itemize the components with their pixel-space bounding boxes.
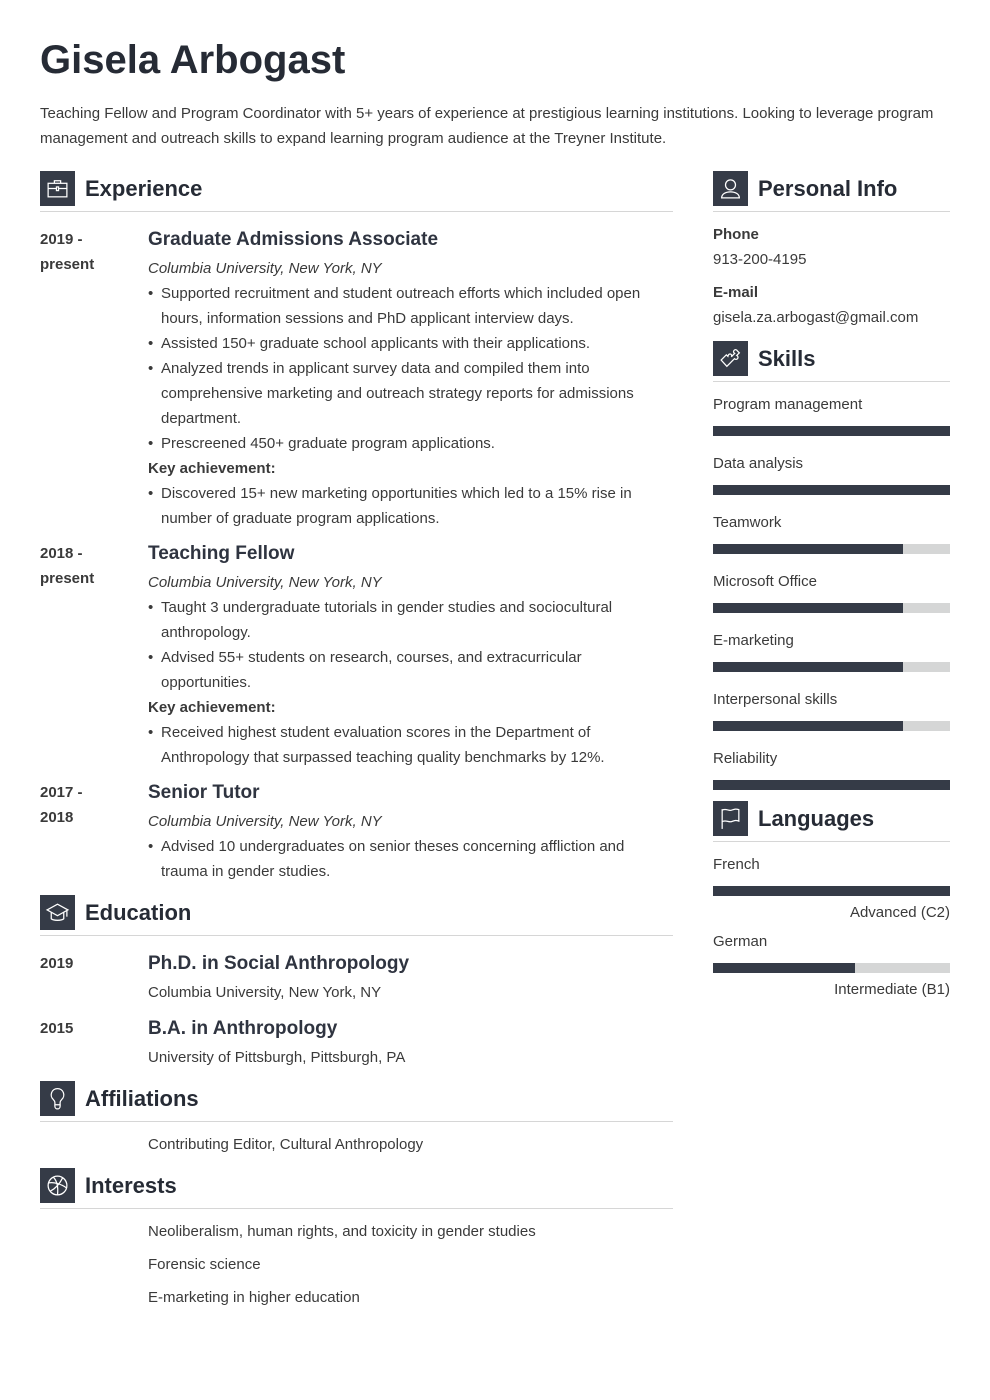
language-level: Advanced (C2) [849,904,950,921]
summary: Teaching Fellow and Program Coordinator with 5+ years of experience at prestigious learning institutions. Looking to leverage program management and outreach skills to expand learning program audience at the Treyner Institute. [40,105,934,147]
education-section [40,895,673,1070]
basketball-icon [40,1168,75,1203]
skill-bar [713,485,950,495]
puzzle-icon [713,341,748,376]
skill-bar-fill [713,780,950,790]
skills-header [713,341,950,382]
skills-list [713,392,950,790]
skill-bar-fill [713,485,950,495]
skill-name: Data analysis [713,455,804,472]
date-end: present [40,256,95,273]
left-column [40,171,673,1310]
language-level: Intermediate (B1) [834,981,950,998]
skill-item [713,628,950,672]
date-start: 2017 - [40,784,83,801]
bullet: • Discovered 15+ new marketing opportunities which led to a 15% rise in number of graduate program applications. [148,481,673,531]
interest-item: E-marketing in higher education [148,1289,360,1306]
skill-bar-fill [713,544,903,554]
language-name: French [713,856,760,873]
skill-name: E-marketing [713,632,794,649]
date-end: 2018 [40,809,74,826]
section-title: Skills [758,346,816,371]
right-column [713,171,950,1002]
interests-header [40,1168,673,1209]
languages-section [713,801,950,1002]
school: University of Pittsburgh, Pittsburgh, PA [148,1049,406,1066]
user-icon [713,171,748,206]
experience-section [40,171,673,884]
affiliations-section [40,1081,673,1157]
education-entry [40,1016,673,1070]
personal-info-section [713,171,950,330]
language-bar [713,886,950,896]
job-org: Columbia University, New York, NY [148,260,382,277]
job-bullets [148,834,673,884]
job-title: Senior Tutor [148,782,260,803]
bullet: • Prescreened 450+ graduate program applications. [148,431,673,456]
skill-name: Teamwork [713,514,782,531]
language-item [713,929,950,1002]
personal-info-header [713,171,950,212]
key-achievement-label: Key achievement: [148,460,276,477]
skill-bar [713,721,950,731]
degree: B.A. in Anthropology [148,1018,338,1039]
affiliation-item: Contributing Editor, Cultural Anthropology [148,1136,424,1153]
skills-section [713,341,950,790]
key-achievement-bullets [148,481,673,531]
section-title: Interests [85,1173,177,1198]
education-year: 2019 [40,955,74,972]
briefcase-icon [40,171,75,206]
language-name: German [713,933,768,950]
skill-bar-fill [713,426,950,436]
key-achievement-label: Key achievement: [148,699,276,716]
date-end: present [40,570,95,587]
job-bullets [148,595,673,695]
job-title: Teaching Fellow [148,543,295,564]
school: Columbia University, New York, NY [148,984,382,1001]
skill-bar [713,544,950,554]
language-bar [713,963,950,973]
skill-bar-fill [713,603,903,613]
section-title: Experience [85,176,203,201]
skill-item [713,746,950,790]
bullet: • Received highest student evaluation scores in the Department of Anthropology that surpassed teaching quality benchmarks by 12%. [148,720,673,770]
languages-list [713,852,950,1002]
bullet: • Advised 55+ students on research, courses, and extracurricular opportunities. [148,645,673,695]
skill-item [713,392,950,436]
graduation-cap-icon [40,895,75,930]
bullet: • Assisted 150+ graduate school applicants with their applications. [148,331,673,356]
skill-bar [713,603,950,613]
section-title: Affiliations [85,1086,199,1111]
interest-item: Forensic science [148,1256,261,1273]
bullet: • Supported recruitment and student outreach efforts which included open hours, information sessions and PhD applicant interview days. [148,281,673,331]
skill-item [713,569,950,613]
languages-header [713,801,950,842]
phone-label: Phone [713,226,759,243]
section-title: Languages [758,806,875,831]
degree: Ph.D. in Social Anthropology [148,953,410,974]
language-bar-fill [713,963,855,973]
job-dates [40,780,130,830]
language-item [713,852,950,925]
skill-item [713,510,950,554]
skill-name: Program management [713,396,863,413]
skill-bar [713,426,950,436]
affiliations-header [40,1081,673,1122]
bullet: • Taught 3 undergraduate tutorials in gender studies and sociocultural anthropology. [148,595,673,645]
job-bullets [148,281,673,456]
experience-header [40,171,673,212]
language-bar-fill [713,886,950,896]
job-entry [40,541,673,770]
key-achievement-bullets [148,720,673,770]
skill-name: Reliability [713,750,778,767]
lightbulb-icon [40,1081,75,1116]
job-entry [40,780,673,884]
candidate-name: Gisela Arbogast [40,38,346,82]
skill-item [713,451,950,495]
skill-bar [713,780,950,790]
job-org: Columbia University, New York, NY [148,813,382,830]
skill-name: Microsoft Office [713,573,817,590]
interest-item: Neoliberalism, human rights, and toxicity in gender studies [148,1223,536,1240]
email-value[interactable]: gisela.za.arbogast@gmail.com [713,309,919,326]
education-header [40,895,673,936]
job-title: Graduate Admissions Associate [148,229,439,250]
skill-item [713,687,950,731]
bullet: • Advised 10 undergraduates on senior theses concerning affliction and trauma in gender studies. [148,834,673,884]
job-dates [40,541,130,591]
skill-bar [713,662,950,672]
skill-bar-fill [713,721,903,731]
job-entry [40,227,673,531]
skill-name: Interpersonal skills [713,691,838,708]
email-label: E-mail [713,284,759,301]
job-org: Columbia University, New York, NY [148,574,382,591]
flag-icon [713,801,748,836]
interests-section [40,1168,673,1310]
phone-value: 913-200-4195 [713,251,807,268]
section-title: Education [85,900,192,925]
section-title: Personal Info [758,176,898,201]
education-year: 2015 [40,1020,74,1037]
date-start: 2018 - [40,545,83,562]
skill-bar-fill [713,662,903,672]
date-start: 2019 - [40,231,83,248]
job-dates [40,227,130,277]
bullet: • Analyzed trends in applicant survey data and compiled them into comprehensive marketing and outreach strategy reports for admissions department. [148,356,673,431]
education-entry [40,951,673,1005]
